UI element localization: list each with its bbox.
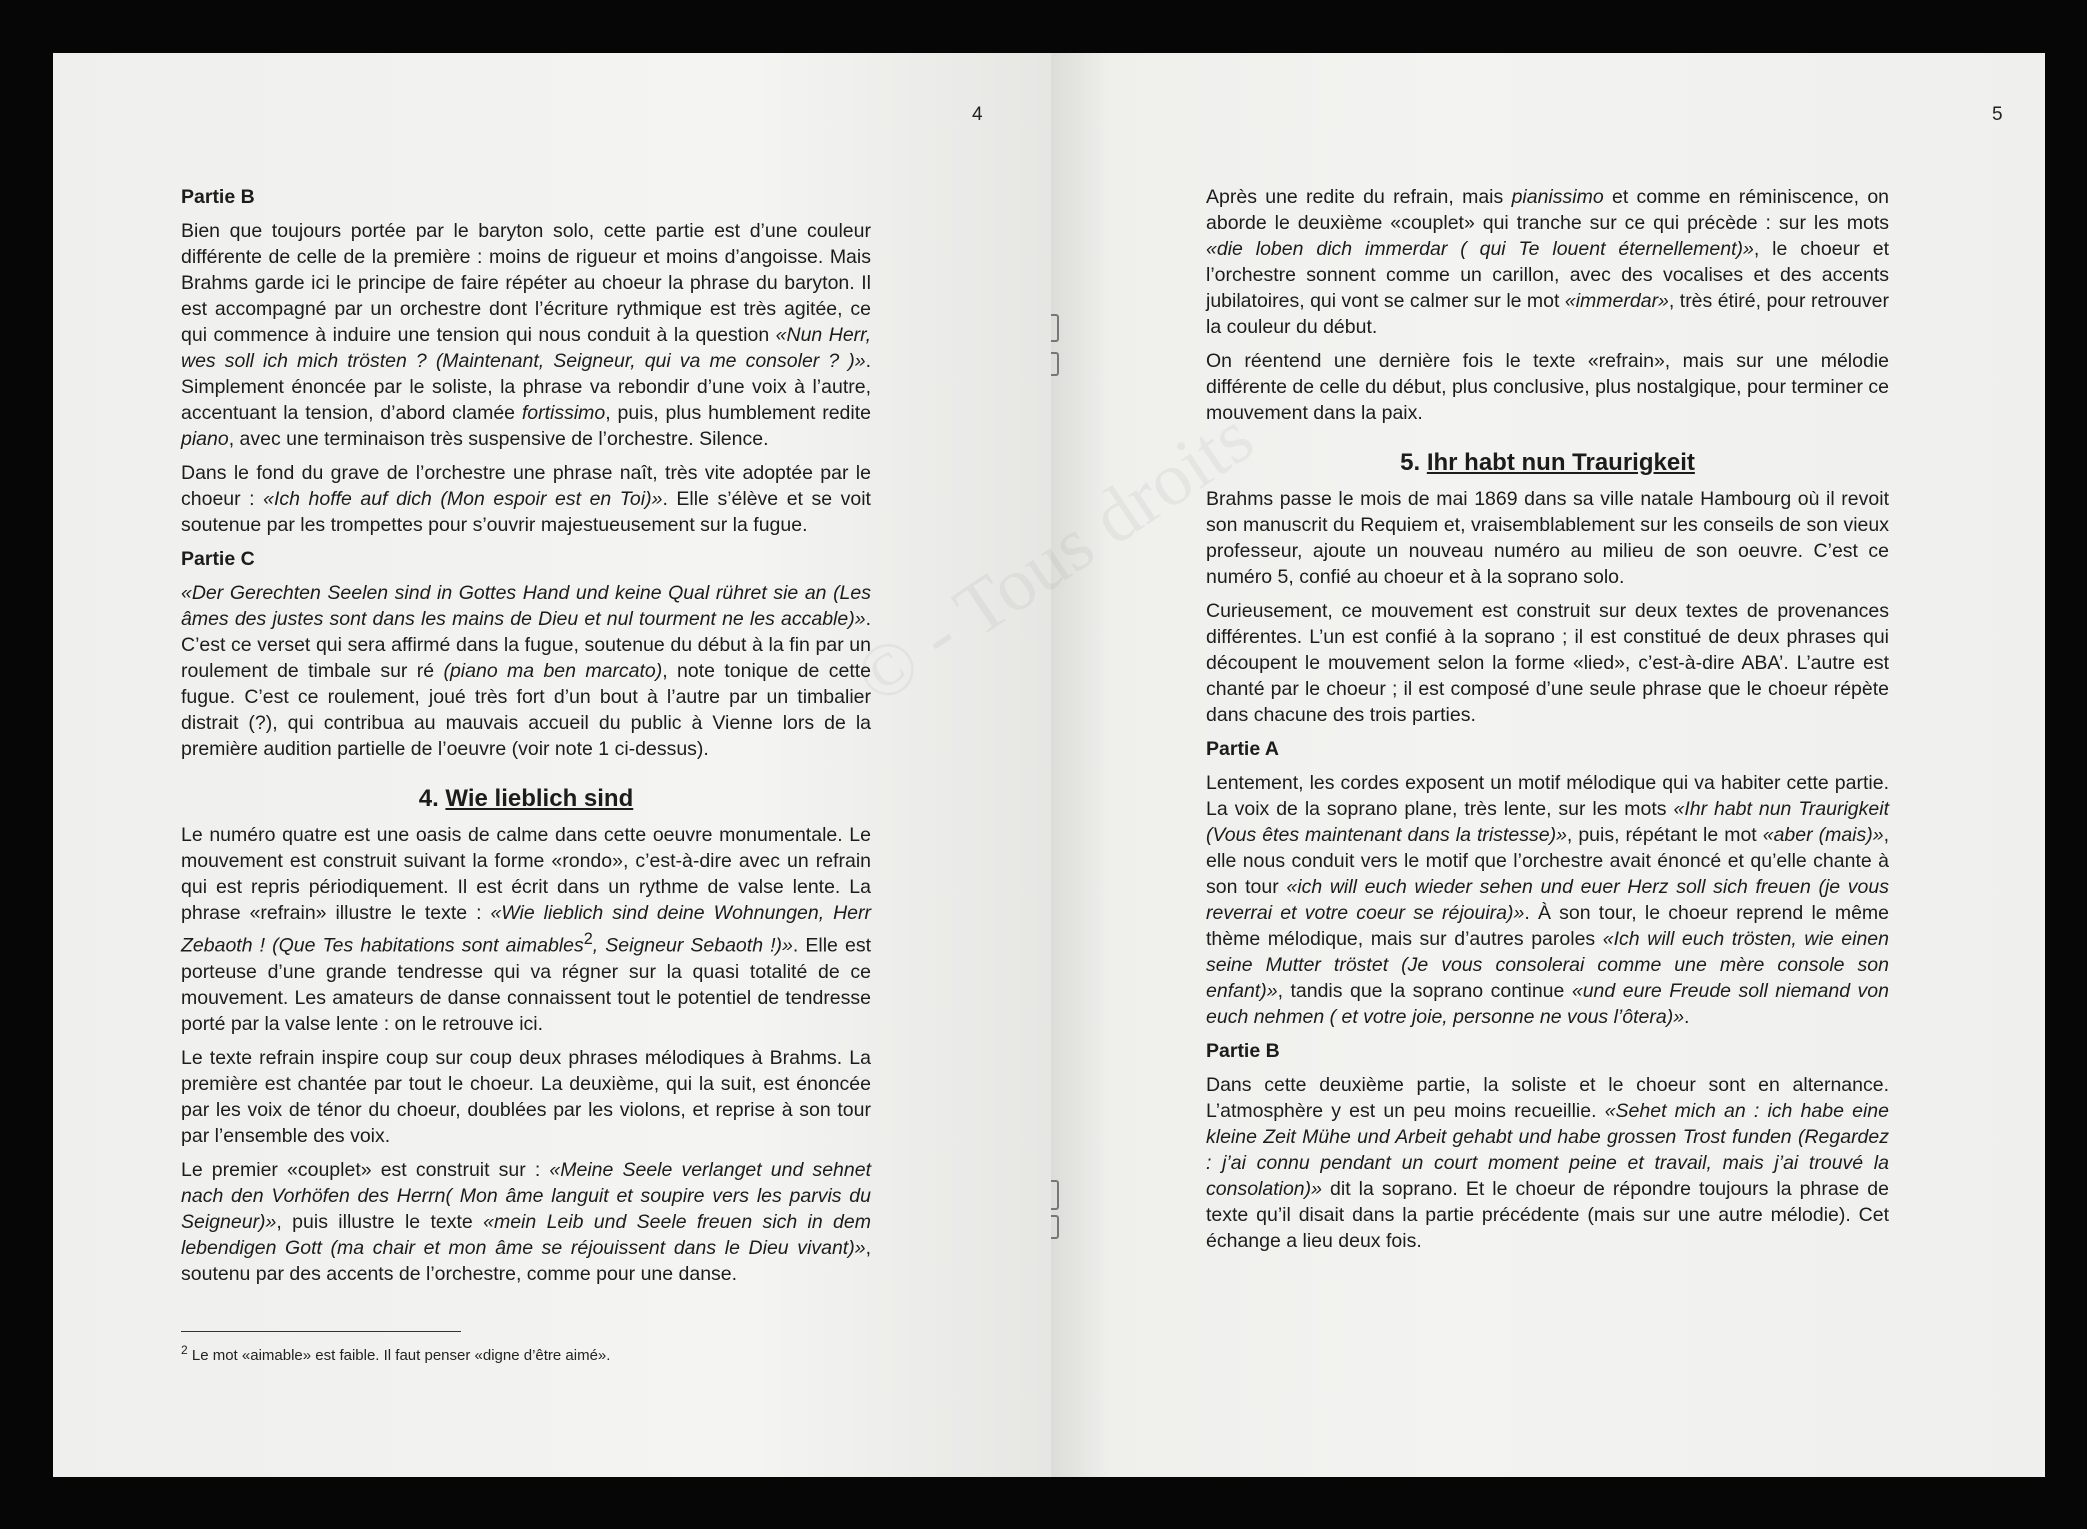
staple-top [1051, 314, 1059, 342]
paragraph: Le texte refrain inspire coup sur coup deux phrases mélodiques à Brahms. La première est chantée par tout le choeur. La deuxième, qui la suit, est énoncée par les voix de ténor du choeur, doublées par les violons, et reprise à son tour par l’ensemble des voix. [181, 1046, 871, 1147]
paragraph: Dans le fond du grave de l’orchestre une phrase naît, très vite adoptée par le choeur : «Ich hoffe auf dich (Mon espoir est en Toi)». Elle s’élève et se voit soutenue par les trompettes pour s’ouvrir majestueusement sur la fugue. [181, 462, 871, 536]
paragraph: Curieusement, ce mouvement est construit sur deux textes de provenances différentes. L’un est confié à la soprano ; il est constitué de deux phrases qui découpent le mouvement selon la forme «lied», c’est-à-dire ABA’. L’autre est chanté par le choeur ; il est composé d’une seule phrase que le choeur répète dans chacune des trois parties. [1206, 600, 1889, 726]
heading-partie-c: Partie C [181, 548, 255, 570]
paragraph: Après une redite du refrain, mais pianissimo et comme en réminiscence, on aborde le deuxième «couplet» qui tranche sur ce qui précède : sur les mots «die loben dich immerdar ( qui Te louent éternellement)», le choeur et l’orchestre sonnent comme un carillon, avec des vocalises et des accents jubilatoires, qui vont se calmer sur le mot «immerdar», très étiré, pour retrouver la couleur du début. [1206, 186, 1890, 338]
paragraph: «Der Gerechten Seelen sind in Gottes Hand und keine Qual rühret sie an (Les âmes des justes sont dans les mains de Dieu et nul tourment ne les accable)». C’est ce verset qui sera affirmé dans la fugue, soutenue du début à la fin par un roulement de timbale sur ré (piano ma ben marcato), note tonique de cette fugue. C’est ce roulement, joué très fort d’un bout à l’autre par un timbalier distrait (?), qui contribua au mauvais accueil du public à Vienne lors de la première audition partielle de l’oeuvre (voir note 1 ci-dessus). [181, 582, 871, 760]
right-text-column [1206, 184, 1889, 1262]
staple-bottom [1051, 1180, 1059, 1210]
page-number-right: 5 [1992, 104, 2003, 125]
heading-partie-a: Partie A [1206, 738, 1279, 760]
staple-bottom-lower [1051, 1215, 1059, 1239]
paragraph: Brahms passe le mois de mai 1869 dans sa ville natale Hambourg où il revoit son manuscrit du Requiem et, vraisemblablement sur les conseils de son vieux professeur, ajoute un nouveau numéro au milieu de son oeuvre. C’est ce numéro 5, confié au choeur et à la soprano solo. [1206, 488, 1889, 588]
paragraph: On réentend une dernière fois le texte «refrain», mais sur une mélodie différente de celle du début, plus conclusive, plus nostalgique, pour terminer ce mouvement dans la paix. [1206, 350, 1889, 424]
footnote-ref: 2 [583, 930, 593, 948]
heading-partie-b: Partie B [181, 186, 255, 208]
paragraph: Le premier «couplet» est construit sur : «Meine Seele verlanget und sehnet nach den Vorhöfen des Herrn( Mon âme languit et soupire vers les parvis du Seigneur)», puis illustre le texte «mein Leib und Seele freuen sich in dem lebendigen Gott (ma chair et mon âme se réjouissent dans le Dieu vivant)», soutenu par des accents de l’orchestre, comme pour une danse. [181, 1158, 871, 1285]
footnote: $^2$ Le mot «aimable» est faible. Il faut penser «digne d’être aimé». [181, 1343, 611, 1364]
section-title-4: 4. Wie lieblich sind [418, 785, 634, 812]
paragraph: Dans cette deuxième partie, la soliste et le choeur sont en alternance. L’atmosphère y est un peu moins recueillie. «Sehet mich an : ich habe eine kleine Zeit Mühe und Arbeit gehabt und habe grossen Trost funden (Regardez : j’ai connu pendant un court moment peine et travail, mais j’ai trouvé la consolation)» dit la soprano. Et le choeur de répondre toujours la phrase de texte qu’il disait dans la partie précédente (mais sur une autre mélodie). Cet échange a lieu deux fois. [1206, 1074, 1890, 1252]
paragraph: Le numéro quatre est une oasis de calme dans cette oeuvre monumentale. Le mouvement est construit suivant la forme «rondo», c’est-à-dire avec un refrain qui est repris périodiquement. Il est écrit dans un rythme de valse lente. La phrase «refrain» illustre le texte : «Wie lieblich sind deine Wohnungen, Herr Zebaoth ! (Que Tes habitations sont aimables$^2$, Seigneur Sebaoth !)». Elle est porteuse d’une grande tendresse qui va régner sur la quasi totalité de ce mouvement. Les amateurs de danse connaissent tout le potentiel de tendresse porté par la valse lente : on le retrouve ici. [181, 824, 871, 1035]
staple-top-lower [1051, 352, 1059, 376]
paragraph: Lentement, les cordes exposent un motif mélodique qui va habiter cette partie. La voix de la soprano plane, très lente, sur les mots «Ihr habt nun Traurigkeit (Vous êtes maintenant dans la tristesse)», puis, répétant le mot «aber (mais)», elle nous conduit vers le motif que l’orchestre avait énoncé et qu’elle chante à son tour «ich will euch wieder sehen und euer Herz soll sich freuen (je vous reverrai et votre coeur se réjouira)». À son tour, le choeur reprend le même thème mélodique, mais sur d’autres paroles «Ich will euch trösten, wie einen seine Mutter tröstet (Je vous consolerai comme une mère console son enfant)», tandis que la soprano continue «und eure Freude soll niemand von euch nehmen ( et votre joie, personne ne vous l’ôtera)». [1206, 772, 1890, 1028]
page-number-left: 4 [972, 104, 983, 125]
footnote-rule [181, 1331, 461, 1332]
paragraph: Bien que toujours portée par le baryton solo, cette partie est d’une couleur différente de celle de la première : moins de rigueur et moins d’angoisse. Mais Brahms garde ici le principe de faire répéter au choeur la phrase du baryton. Il est accompagné par un orchestre dont l’écriture rythmique est très agitée, ce qui commence à induire une tension qui nous conduit à la question «Nun Herr, wes soll ich mich trösten ? (Maintenant, Seigneur, qui va me consoler ? )». Simplement énoncée par le soliste, la phrase va rebondir d’une voix à l’autre, accentuant la tension, d’abord clamée fortissimo, puis, plus humblement redite piano, avec une terminaison très suspensive de l’orchestre. Silence. [181, 220, 871, 450]
section-title-5: 5. Ihr habt nun Traurigkeit [1400, 449, 1695, 476]
left-text-column [181, 184, 871, 1295]
heading-partie-b-right: Partie B [1206, 1040, 1280, 1062]
